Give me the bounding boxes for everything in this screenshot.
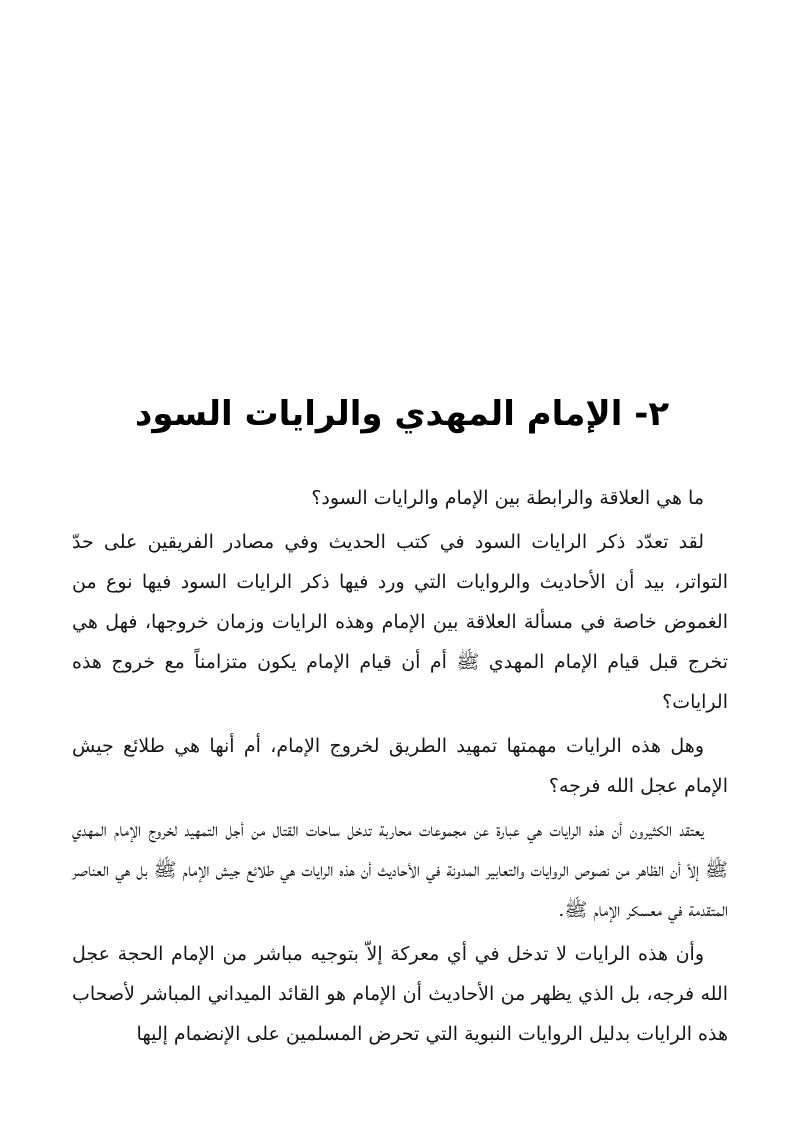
paragraph-mutawatir: لقد تعدّد ذكر الرايات السود في كتب الحديث وفي مصادر الفريقين على حدّ التواتر، بيد أن الأحاديث والروايات التي ورد فيها ذكر الرايات السود فيها نوع من الغموض خاصة في مسألة العلاقة بين الإمام وهذه الرايات وزمان خروجها، فهل هي تخرج قبل قيام الإمام المهدي ﷺ أم أن قيام الإمام يكون متزامناً مع خروج هذه الرايات؟: [72, 531, 728, 713]
paragraph-direct-command: وأن هذه الرايات لا تدخل في أي معركة إلاّ بتوجيه مباشر من الإمام الحجة عجل الله فرجه، بل الذي يظهر من الأحاديث أن الإمام هو القائد الميداني المباشر لأصحاب هذه الرايات بدليل الروايات النبوية التي تحرض المسلمين على الإنضمام إليها: [72, 943, 728, 1045]
body-text: [72, 478, 728, 1054]
paragraph-role-question: وهل هذه الرايات مهمتها تمهيد الطريق لخروج الإمام، أم أنها هي طلائع جيش الإمام عجل الله فرجه؟: [72, 735, 728, 797]
chapter-title: ٢- الإمام المهدي والرايات السود: [134, 394, 670, 434]
paragraph-question: ما هي العلاقة والرابطة بين الإمام والرايات السود؟: [311, 487, 704, 509]
paragraph-vanguard: يعتقد الكثيرون أن هذه الرايات هي عبارة عن مجموعات محاربة تدخل ساحات القتال من أجل التمهيد لخروج الإمام المهدي ﷺ إلاّ أن الظاهر من نصوص الروايات والتعابير المدونة في الأحاديث أن هذه الرايات هي طلائع جيش الإمام ﷺ بل هي العناصر المتقدمة في معسكر الإمام ﷺ.: [72, 819, 728, 921]
